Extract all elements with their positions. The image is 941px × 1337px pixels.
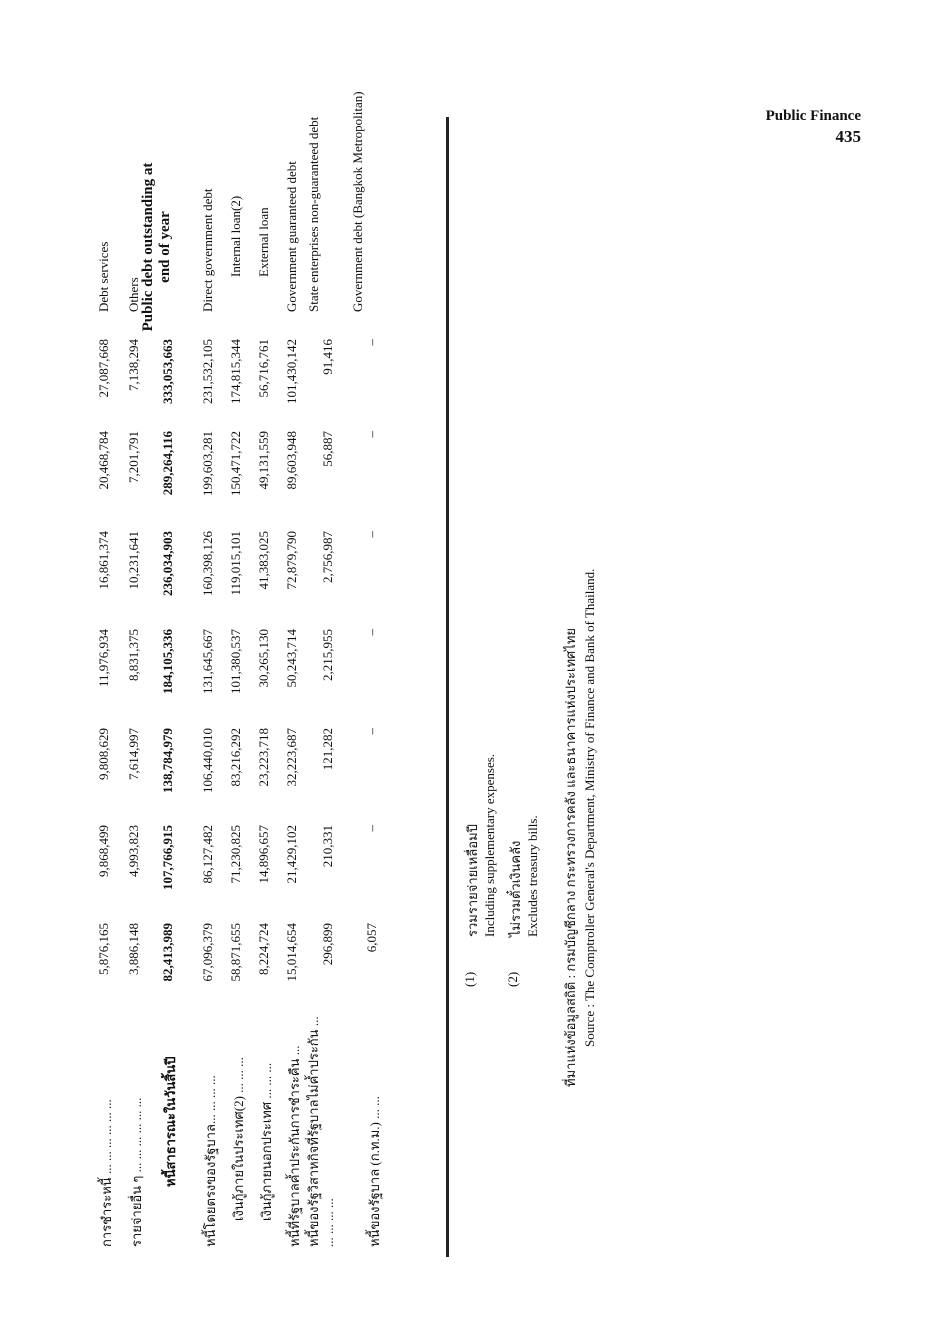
table-cell: –: [364, 629, 379, 636]
row-label-th: หนี้ของรัฐบาล (ก.ท.ม.) ... ...: [367, 1096, 382, 1247]
source-en: Source : The Comptroller General's Department, Ministry of Finance and Bank of Thailand.: [582, 568, 597, 1047]
table-cell: 41,383,025: [256, 531, 271, 590]
table-cell: –: [364, 825, 379, 832]
table-cell: 67,096,379: [200, 923, 215, 982]
note-2-en: Excludes treasury bills.: [525, 815, 540, 937]
table-cell: 3,886,148: [126, 923, 141, 975]
row-label-en: Direct government debt: [200, 188, 215, 312]
table-cell: 7,201,791: [126, 431, 141, 483]
table-cell: –: [364, 728, 379, 735]
row-label-th: หนี้ที่รัฐบาลค้ำประกันการชำระคืน ...: [287, 1045, 302, 1247]
table-cell: 91,416: [320, 339, 335, 375]
note-1-th: รวมรายจ่ายเหลื่อมปี: [465, 824, 480, 937]
table-cell: 174,815,344: [228, 339, 243, 404]
table-row: [200, 0, 230, 1337]
table-cell: 231,532,105: [200, 339, 215, 404]
table-cell: 72,879,790: [284, 531, 299, 590]
table-cell: 333,053,663: [160, 339, 175, 404]
note-2-mark: (2): [505, 971, 520, 987]
row-label-th: หนี้โดยตรงของรัฐบาล... ... ... ...: [203, 1075, 218, 1247]
table-cell: 56,716,761: [256, 339, 271, 398]
table-cell: –: [364, 531, 379, 538]
source-th: ที่มาแห่งข้อมูลสถิติ : กรมบัญชีกลาง กระทรวงการคลัง และธนาคารแห่งประเทศไทย: [563, 627, 578, 1087]
table-cell: 7,614,997: [126, 728, 141, 780]
table-row: [256, 0, 286, 1337]
table-cell: 27,087,668: [96, 339, 111, 398]
running-title: Public Finance: [765, 108, 861, 124]
table-cell: 8,831,375: [126, 629, 141, 681]
table-cell: 82,413,989: [160, 923, 175, 982]
row-label-en: Debt services: [96, 241, 111, 312]
table-cell: 50,243,714: [284, 629, 299, 688]
table-cell: 15,014,654: [284, 923, 299, 982]
table-row: [306, 0, 350, 1337]
row-label-th: เงินกู้ภายในประเทศ(2) ... ... ...: [231, 1057, 246, 1221]
table-cell: 101,430,142: [284, 339, 299, 404]
table-cell: 83,216,292: [228, 728, 243, 787]
row-label-th: รายจ่ายอื่น ๆ ... ... ... ... ... ...: [129, 1097, 144, 1247]
table-cell: 30,265,130: [256, 629, 271, 688]
table-cell: 7,138,294: [126, 339, 141, 391]
table-cell: 8,224,724: [256, 923, 271, 975]
table-row: [96, 0, 126, 1337]
table-cell: 16,861,374: [96, 531, 111, 590]
table-cell: 160,398,126: [200, 531, 215, 596]
table-cell: 89,603,948: [284, 431, 299, 490]
table-cell: 106,440,010: [200, 728, 215, 793]
table-cell: 199,603,281: [200, 431, 215, 496]
table-cell: 131,645,667: [200, 629, 215, 694]
table-cell: 121,282: [320, 728, 335, 771]
table-cell: 184,105,336: [160, 629, 175, 694]
table-cell: 210,331: [320, 825, 335, 868]
table-cell: 289,264,116: [160, 431, 175, 496]
note-1-en: Including supplementary expenses.: [482, 753, 497, 937]
table-cell: 11,976,934: [96, 629, 111, 688]
table-cell: 56,887: [320, 431, 335, 467]
table-cell: 5,876,165: [96, 923, 111, 975]
table-cell: 14,896,657: [256, 825, 271, 884]
row-label-en: Public debt outstanding at end of year: [140, 162, 173, 332]
table-cell: 107,766,915: [160, 825, 175, 890]
table-cell: 101,380,537: [228, 629, 243, 694]
table-cell: 236,034,903: [160, 531, 175, 596]
table-row: [228, 0, 258, 1337]
table-row: [140, 0, 190, 1337]
page-number: 435: [835, 127, 861, 146]
table-cell: 4,993,823: [126, 825, 141, 877]
row-label-th: หนี้ของรัฐวิสาหกิจที่รัฐบาลไม่ค้ำประกัน ... ... ... ... ...: [306, 1016, 336, 1247]
table-cell: 119,015,101: [228, 531, 243, 596]
row-label-en: Internal loan(2): [228, 195, 243, 277]
table-cell: 23,223,718: [256, 728, 271, 787]
note-2-th: ไม่รวมตั๋วเงินคลัง: [508, 840, 523, 937]
row-label-en: Government debt (Bangkok Metropolitan): [350, 91, 365, 312]
note-1-mark: (1): [462, 971, 477, 987]
table-cell: 86,127,482: [200, 825, 215, 884]
row-label-en: State enterprises non-guaranteed debt: [306, 116, 321, 312]
table-cell: 21,429,102: [284, 825, 299, 884]
row-label-en: External loan: [256, 207, 271, 277]
row-label-th: หนี้สาธารณะในวันสิ้นปี: [163, 1056, 178, 1187]
table-cell: 71,230,825: [228, 825, 243, 884]
table-cell: 9,868,499: [96, 825, 111, 877]
table-cell: 2,215,955: [320, 629, 335, 681]
table-cell: 49,131,559: [256, 431, 271, 490]
row-label-th: การชำระหนี้ ... ... ... ... ... ...: [99, 1099, 114, 1247]
table-cell: –: [364, 431, 379, 438]
table-cell: 6,057: [364, 923, 379, 953]
table-cell: 296,899: [320, 923, 335, 966]
table-cell: 32,223,687: [284, 728, 299, 787]
table-cell: 9,808,629: [96, 728, 111, 780]
table-row: [350, 0, 394, 1337]
table-rule: [446, 117, 449, 1257]
table-cell: –: [364, 339, 379, 346]
row-label-en: Others: [126, 277, 141, 312]
table-cell: 20,468,784: [96, 431, 111, 490]
row-label-th: เงินกู้ภายนอกประเทศ ... ... ...: [259, 1062, 274, 1221]
table-cell: 10,231,641: [126, 531, 141, 590]
table-cell: 138,784,979: [160, 728, 175, 793]
row-label-en: Government guaranteed debt: [284, 161, 299, 312]
table-cell: 2,756,987: [320, 531, 335, 583]
table-cell: 150,471,722: [228, 431, 243, 496]
table-cell: 58,871,655: [228, 923, 243, 982]
